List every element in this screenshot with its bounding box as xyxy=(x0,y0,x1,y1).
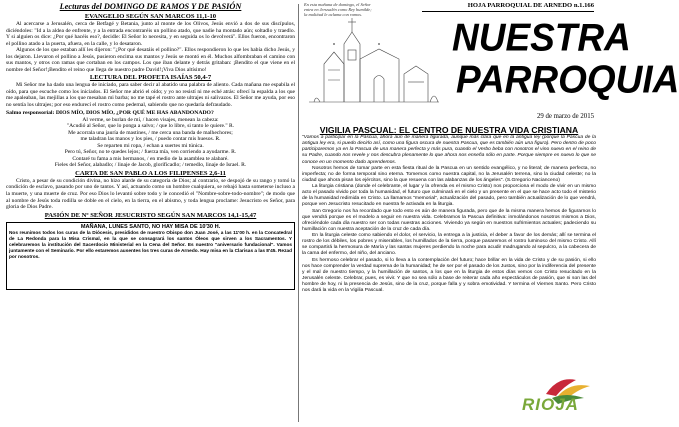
column-divider xyxy=(298,4,299,422)
gospel-paragraph-1: Al acercarse a Jerusalén, cerca de Betfagé y Betania, junto al monte de los Olivos, Jesús envió a dos de sus discípulos, diciéndoles: "Id a la aldea de enfrente, y a la entrada encontraréis un pollino atado, que nadie ha montado aún; soltadlo y traedlo. Y si alguien os dice: ¿Por qué hacéis eso?, decidle: El Señor lo necesita, y en seguida os lo devolverá". Ellos fueron, encontraron el pollino atado a la puerta, afuera, en la calle, y lo desataron. xyxy=(6,21,295,47)
psalm-verse: "Acudió al Señor, que lo ponga a salvo; / que lo libre, si tanto le quiere." R. xyxy=(66,123,235,130)
vigilia-paragraph: Nosotros hemos de tomar parte en esta fiesta ritual de la Pascua en un sentido evangélico, y no literal; de manera perfecta, no imperfecta; no de forma temporal sino eterna. Tomemos como nuestra capital, no la Jerusalén terrena, sino la ciudad celeste; no la ciudad que ahora pisan los ejércitos, sino la que resuena con las alabanzas de los ángeles". (S.Gregorio Nacianceno) xyxy=(302,165,596,183)
lecturas-header: Lecturas del DOMINGO DE RAMOS Y DE PASIÓN xyxy=(59,2,242,11)
brand-title-line1: NUESTRA xyxy=(452,15,631,59)
hoja-parroquial-label: HOJA PARROQUIAL DE ARNEDO n.1.166 xyxy=(467,2,594,9)
psalm-verse: Contaré tu fama a mis hermanos, / en medio de la asamblea te alabaré. xyxy=(72,155,229,162)
vigilia-intro: "Vamos a participar en la Pascua, ahora aún de manera figurada, aunque más clara que en la antigua ley (porque la Pascua de la antigua ley era, si puedo decirlo así, como una figura oscura de nuestra Pascua, que es también aún una figura). Pero dentro de poco participaremos ya en la Pascua de una manera perfecta y más pura, cuando el Verbo beba con nosotros el vino nuevo en el reino de su Padre, cuando nos revele y nos descubra plenamente lo que ahora nos enseña sólo en parte. Porque siempre es nuevo lo que se conoce en un momento dado aprendemos. xyxy=(302,135,596,165)
vigilia-paragraph: La liturgia cristiana (donde el celebrante, el lugar y la ofrenda es el mismo Cristo) nos proporciona el modo de vivir en un mismo acto el pasado vivido por toda la humanidad, el futuro que culminará en el cielo y un presente en el que se hace acto todo el misterio de la humanidad redimida en Cristo. La llamamos "memorial", actualización del pasado, pero también actualización de lo que vendrá, porque ven Jesucristo resucitado en nuestra fe activada en la liturgia. xyxy=(302,184,596,208)
header-rule xyxy=(422,11,594,12)
vigilia-title: VIGILIA PASCUAL: EL CENTRO DE NUESTRA VIDA CRISTIANA xyxy=(319,125,579,135)
carta-title: CARTA DE SAN PABLO A LOS FILIPENSES 2,6-11 xyxy=(75,169,226,177)
church-bell-tower-illustration xyxy=(304,4,444,104)
vigilia-paragraph: San Gregorio nos ha recordado que todo esto es aún de manera figurada, pero que de la misma manera hemos de figurarnos lo que vendrá porque es el modelo a seguir en nuestra vida. Celebramos la Pascua definitiva: inmolándonos nosotros mismos a Dios, ofreciéndole cada día nuestro ser con todas nuestras acciones. Viviendo ya según en nuestros sufrimientos actuales; padeciendo su humillación con nuestra aceptación de la cruz de cada día. xyxy=(302,208,596,232)
vigilia-paragraph: En la liturgia celeste como sabiendo el dolor, el servicio, la entrega a la justicia, el deber a favor de los demás; allí se termina el rostro de los débiles, los pobres y miserables, los humillados de la tierra, porque pasaremos el rostro luminoso del mismo Cristo. Allí se compartirá la hermosura de María y las santas mujeres perdiendo la noche para acudir madrugando al sepulcro, a la cabecera de la cama del enfermo, del niño, del anciano. xyxy=(302,233,596,257)
psalm-verse: Se reparten mi ropa, / echan a suertes mi túnica. xyxy=(97,142,204,149)
gospel-title: EVANGELIO SEGÚN SAN MARCOS 11,1-10 xyxy=(84,13,217,20)
masthead xyxy=(302,2,679,124)
issue-date: 29 de marzo de 2015 xyxy=(536,113,594,120)
psalm-verse: Me acorrala una jauría de mastines, / me cerca una banda de malhechores; xyxy=(68,129,233,136)
psalm-verse: me taladran las manos y los pies, / puedo contar mis huesos. R. xyxy=(80,136,221,143)
isaias-paragraph: Mi Señor me ha dado una lengua de iniciado, para saber decir al abatido una palabra de aliento. Cada mañana me espabila el oído, para que escuche como los iniciados. El Señor me abrió el oído; y yo no resistí ni me eché atrás: ofrecí la espalda a los que me apaleaban, las mejillas a los que mesaban mi barba; no me tapé el rostro ante ultrajes ni salivazos. El Señor me ayuda, por eso no sentía los ultrajes; por eso endurecí el rostro como pedernal, sabiendo que no quedaría defraudado. xyxy=(6,82,295,109)
right-column xyxy=(302,2,679,425)
notice-title: MAÑANA, LUNES SANTO, NO HAY MISA DE 10'30 H. xyxy=(80,223,221,230)
isaias-title: LECTURA DEL PROFETA ISAÍAS 50,4-7 xyxy=(89,74,212,82)
notice-box xyxy=(6,222,295,290)
psalm-verse: Al verme, se burlan de mí, / hacen visajes, menean la cabeza: xyxy=(82,116,219,123)
carta-paragraph: Cristo, a pesar de su condición divina, no hizo alarde de su categoría de Dios; al contrario, se despojó de su rango y tomó la condición de esclavo, pasando por uno de tantos. Y así, actuando como un hombre cualquiera, se rebajó hasta someterse incluso a la muerte, y una muerte de cruz. Por eso Dios lo levantó sobre todo y le concedió el "Nombre-sobre-todo-nombre"; de modo que al nombre de Jesús toda rodilla se doble en el cielo, en la tierra, en el abismo, y toda lengua proclame: Jesucristo es Señor, para gloria de Dios Padre. xyxy=(6,177,295,211)
psalm-verses xyxy=(6,117,295,169)
rioja-logo-text: RIOJA xyxy=(522,395,579,414)
psalm-verse: Pero tú, Señor, no te quedes lejos; / fuerza mía, ven corriendo a ayudarme. R. xyxy=(64,149,237,156)
pasion-title: PASIÓN DE Nº SEÑOR JESUCRISTO SEGÚN SAN MARCOS 14,1-15,47 xyxy=(44,211,257,219)
notice-text: Nos reunimos todos los curas de la Diócesis, presididos de nuestro Obispo don Juan José, a las 11'00 h. en la Concatedral de La Redonda para la Misa Crismal, en la que se consagrará los santos Óleos que sirven a los Sacramentos. Y celebraremos la institución del Sacerdocio Ministerial en la Cena del Señor. Es nuestro "aniversario fundacional". Vamos juntamente con el Seminario. Por ello estaremos ausentes los tres curas de Arnedo. Hay misa en la Clarisas a las 8'45. Rezad por nosotros. xyxy=(9,230,292,261)
brand-title-line2: PARROQUIA xyxy=(456,57,679,101)
left-column xyxy=(6,2,295,425)
illustration-caption: En esta mañana de domingo, el Señor entra en Jerusalén como Rey humilde; la multitud le aclama con ramos. xyxy=(304,2,372,17)
salmo-responsorial: Salmo responsorial: DIOS MÍO, DIOS MÍO, ¿POR QUÉ ME HAS ABANDONADO? xyxy=(6,109,214,116)
vigilia-paragraph: Es hermoso celebrar el pasado, si lo lleva a la contemplación del futuro; hace brillar en la vida de Cristo y de su pasión, si ello nos hace comprender la verdad suprema de la humanidad; he de ser por el pasado de los Justos, sino por la indiferencia del presente y el mal de nuestro tiempo, y la humillación de santos, a los que en la liturgia de estos días vemos con Cristo resucitado en la Jerusalén celeste. Celebrar, pues, es vivir. Y que no sea sólo a base de reiterar cada año espectáculos de pasión, que ni son las del hombre de hoy, ni la presencia de Jesús, sino de la cruz, porque falla y y sobra emotividad. Y termina el Viernes Santo. Pero Cristo nos dará la vida en la Vigilia Pascual. xyxy=(302,257,596,294)
gospel-paragraph-2: Algunos de los que estaban allí les dijeron: "¿Por qué desatáis el pollino?". Ellos respondieron lo que les había dicho Jesús, y los dejaron. Llevaron el pollino a Jesús, pusieron encima sus mantos y Jesús se montó en él. Muchos alfombraban el camino con sus mantos, y otros con ramas que cortaban en los campos. Los que iban delante y detrás gritaban: ¡Bendito el que viene en el nombre del Señor!¡Bendito el reino que llega de nuestro padre David!¡Viva Dios altísimo! xyxy=(6,47,295,73)
psalm-verse: Fieles del Señor, alabadlo; / linaje de Jacob, glorificadlo; / temedlo, linaje de Israel. R. xyxy=(54,162,247,169)
